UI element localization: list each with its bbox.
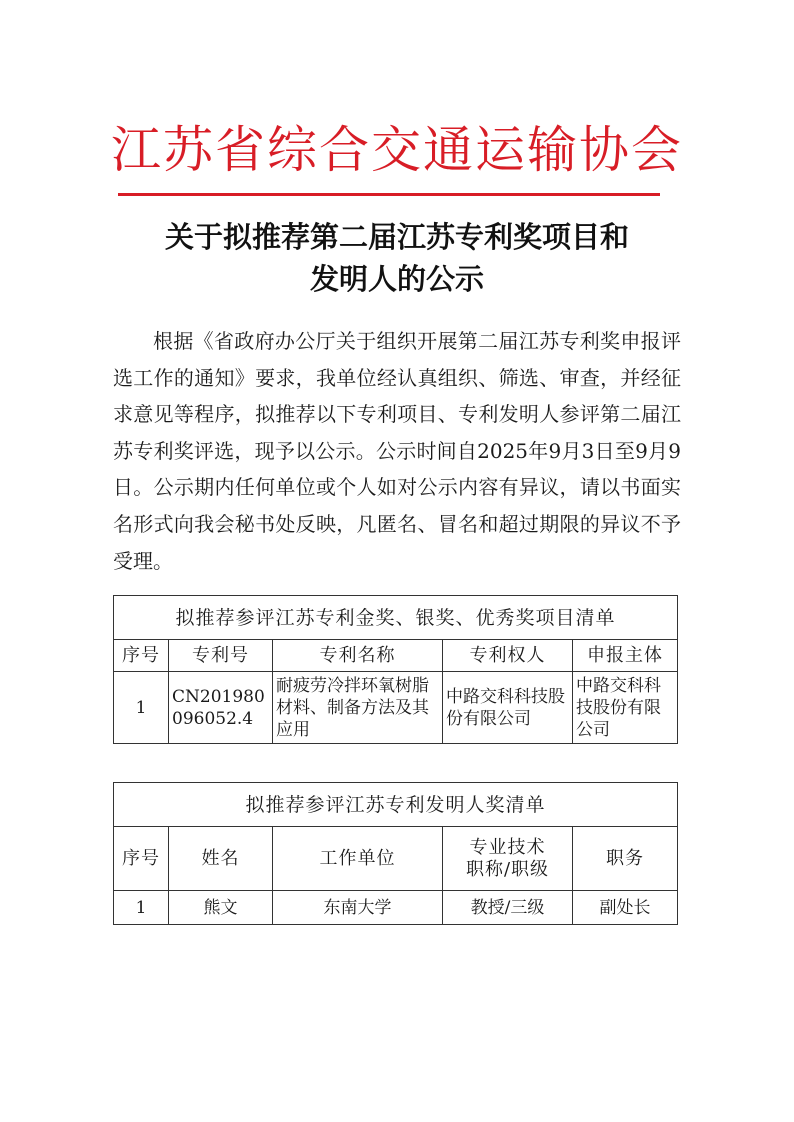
notice-paragraph: 根据《省政府办公厅关于组织开展第二届江苏专利奖申报评选工作的通知》要求，我单位经认真组织、筛选、审查，并经征求意见等程序，拟推荐以下专利项目、专利发明人参评第二届江苏专利奖评选，现予以公示。公示时间自2025年9月3日至9月9日。公示期内任何单位或个人如对公示内容有异议，请以书面实名形式向我会秘书处反映，凡匿名、冒名和超过期限的异议不予受理。: [113, 329, 681, 573]
inventor-row-position: 副处长: [573, 891, 678, 925]
inventor-header-title-rank: 专业技术职称/职级: [443, 827, 573, 891]
project-header-index: 序号: [114, 640, 169, 672]
project-header-patent-name: 专利名称: [273, 640, 443, 672]
inventor-header-name: 姓名: [169, 827, 273, 891]
project-table-caption: 拟推荐参评江苏专利金奖、银奖、优秀奖项目清单: [114, 596, 678, 640]
inventor-row-title-rank: 教授/三级: [443, 891, 573, 925]
table-row: [114, 672, 678, 744]
red-header-rule: [118, 193, 660, 196]
project-header-applicant: 申报主体: [573, 640, 678, 672]
document-title: [0, 216, 794, 300]
document-title-line-1: 关于拟推荐第二届江苏专利奖项目和: [164, 220, 629, 254]
inventor-header-index: 序号: [114, 827, 169, 891]
project-header-patentee: 专利权人: [443, 640, 573, 672]
notice-body: [113, 323, 681, 579]
inventor-row-work-unit: 东南大学: [273, 891, 443, 925]
project-row-patent-no: CN201980096052.4: [169, 672, 273, 744]
inventor-header-work-unit: 工作单位: [273, 827, 443, 891]
inventor-table-caption: 拟推荐参评江苏专利发明人奖清单: [114, 783, 678, 827]
document-title-line-2: 发明人的公示: [309, 262, 484, 296]
project-row-applicant: 中路交科科技股份有限公司: [573, 672, 678, 744]
inventor-header-position: 职务: [573, 827, 678, 891]
inventor-table: [113, 782, 678, 925]
project-row-index: 1: [114, 672, 169, 744]
project-header-patent-no: 专利号: [169, 640, 273, 672]
project-table: [113, 595, 678, 744]
inventor-row-name: 熊文: [169, 891, 273, 925]
organization-name: 江苏省综合交通运输协会: [111, 121, 683, 179]
project-row-patentee: 中路交科科技股份有限公司: [443, 672, 573, 744]
table-row: [114, 891, 678, 925]
inventor-row-index: 1: [114, 891, 169, 925]
project-row-patent-name: 耐疲劳冷拌环氧树脂材料、制备方法及其应用: [273, 672, 443, 744]
